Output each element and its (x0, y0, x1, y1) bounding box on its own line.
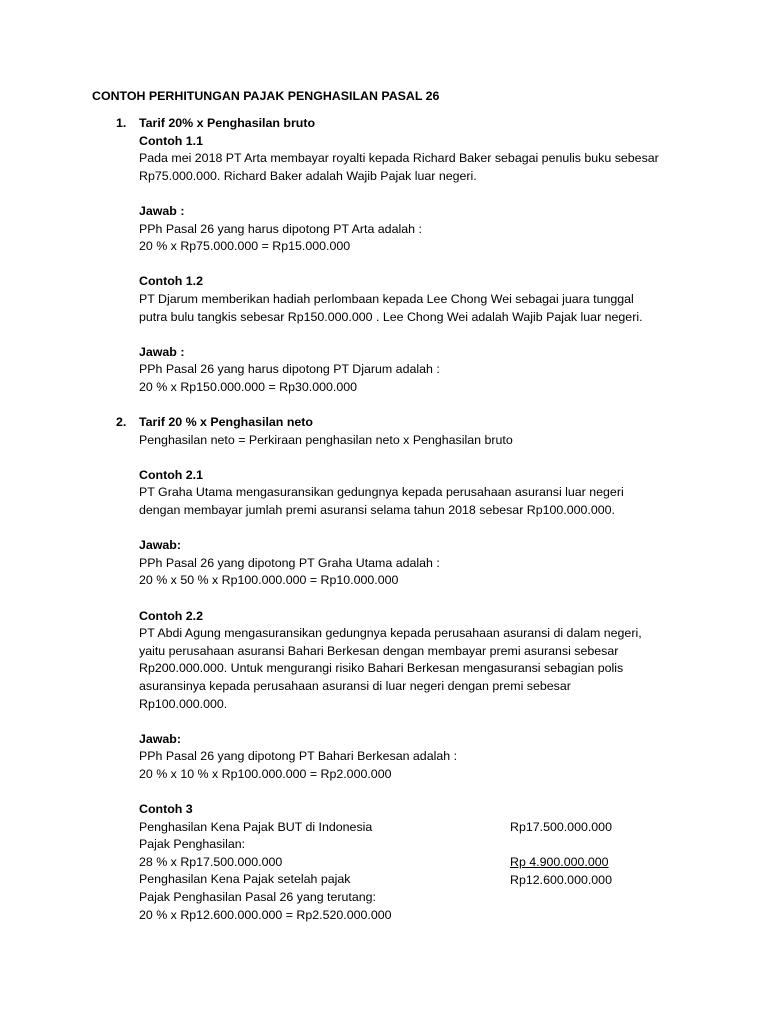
example-1-1-answer-label: Jawab : (139, 203, 185, 218)
example-1-1-answer: 20 % x Rp75.000.000 = Rp15.000.000 (139, 239, 351, 254)
section-2-number: 2. (116, 415, 127, 429)
section-2-heading: Tarif 20 % x Penghasilan neto (139, 415, 313, 429)
example-3-amount: Rp17.500.000.000 (510, 820, 612, 835)
example-1-2-text: PT Djarum memberikan hadiah perlombaan kepada Lee Chong Wei sebagai juara tunggal (139, 291, 634, 306)
example-1-1-text: Pada mei 2018 PT Arta membayar royalti kepada Richard Baker sebagai penulis buku sebesar (139, 151, 659, 166)
example-2-2-answer: 20 % x 10 % x Rp100.000.000 = Rp2.000.000 (139, 766, 392, 781)
example-1-1-text: Rp75.000.000. Richard Baker adalah Wajib Pajak luar negeri. (139, 168, 477, 183)
example-3-row: Pajak Penghasilan Pasal 26 yang terutang: (139, 890, 376, 905)
example-3-row: Penghasilan Kena Pajak setelah pajak (139, 872, 351, 887)
example-3-row: Penghasilan Kena Pajak BUT di Indonesia (139, 819, 373, 834)
example-2-2-text: Rp100.000.000. (139, 696, 228, 711)
example-2-2-text: yaitu perusahaan asuransi Bahari Berkesan dengan membayar premi asuransi sebesar (139, 643, 619, 658)
section-1-heading: Tarif 20% x Penghasilan bruto (139, 116, 316, 130)
example-2-2-label: Contoh 2.2 (139, 608, 204, 623)
example-2-1-answer: PPh Pasal 26 yang dipotong PT Graha Utama adalah : (139, 555, 440, 570)
example-1-1-label: Contoh 1.1 (139, 133, 204, 148)
example-2-1-answer-label: Jawab: (139, 538, 182, 553)
example-3-row: 20 % x Rp12.600.000.000 = Rp2.520.000.000 (139, 907, 392, 922)
example-2-2-answer-label: Jawab: (139, 731, 182, 746)
example-2-1-text: PT Graha Utama mengasuransikan gedungnya kepada perusahaan asuransi luar negeri (139, 485, 624, 500)
section-2-subheading: Penghasilan neto = Perkiraan penghasilan neto x Penghasilan bruto (139, 432, 513, 447)
example-3-row: Pajak Penghasilan: (139, 837, 246, 852)
example-3-row: 28 % x Rp17.500.000.000 (139, 854, 283, 869)
example-2-2-text: asuransinya kepada perusahaan asuransi di luar negeri dengan premi sebesar (139, 678, 571, 693)
section-1 (139, 115, 699, 397)
section-1-number: 1. (116, 116, 127, 130)
document-title: CONTOH PERHITUNGAN PAJAK PENGHASILAN PASAL 26 (92, 89, 440, 103)
example-1-2-answer-label: Jawab : (139, 344, 185, 359)
example-2-2-text: Rp200.000.000. Untuk mengurangi risiko Bahari Berkesan mengasuransi sebagian polis (139, 661, 624, 676)
example-1-2-answer: PPh Pasal 26 yang harus dipotong PT Djarum adalah : (139, 362, 440, 377)
section-2 (139, 414, 699, 924)
example-2-2-text: PT Abdi Agung mengasuransikan gedungnya kepada perusahaan asuransi di dalam negeri, (139, 626, 642, 641)
example-3-amount: Rp12.600.000.000 (510, 873, 612, 887)
example-2-1-text: dengan membayar jumlah premi asuransi selama tahun 2018 sebesar Rp100.000.000. (139, 502, 615, 517)
example-1-2-answer: 20 % x Rp150.000.000 = Rp30.000.000 (139, 379, 358, 394)
example-2-1-answer: 20 % x 50 % x Rp100.000.000 = Rp10.000.000 (139, 573, 399, 588)
example-1-1-answer: PPh Pasal 26 yang harus dipotong PT Arta adalah : (139, 221, 422, 236)
example-3-amount-underlined: Rp 4.900.000.000 (510, 855, 609, 870)
example-1-2-label: Contoh 1.2 (139, 274, 204, 289)
example-1-2-text: putra bulu tangkis sebesar Rp150.000.000 . Lee Chong Wei adalah Wajib Pajak luar negeri. (139, 309, 643, 324)
example-2-2-answer: PPh Pasal 26 yang dipotong PT Bahari Berkesan adalah : (139, 749, 458, 764)
example-3-label: Contoh 3 (139, 802, 193, 817)
example-2-1-label: Contoh 2.1 (139, 467, 204, 482)
